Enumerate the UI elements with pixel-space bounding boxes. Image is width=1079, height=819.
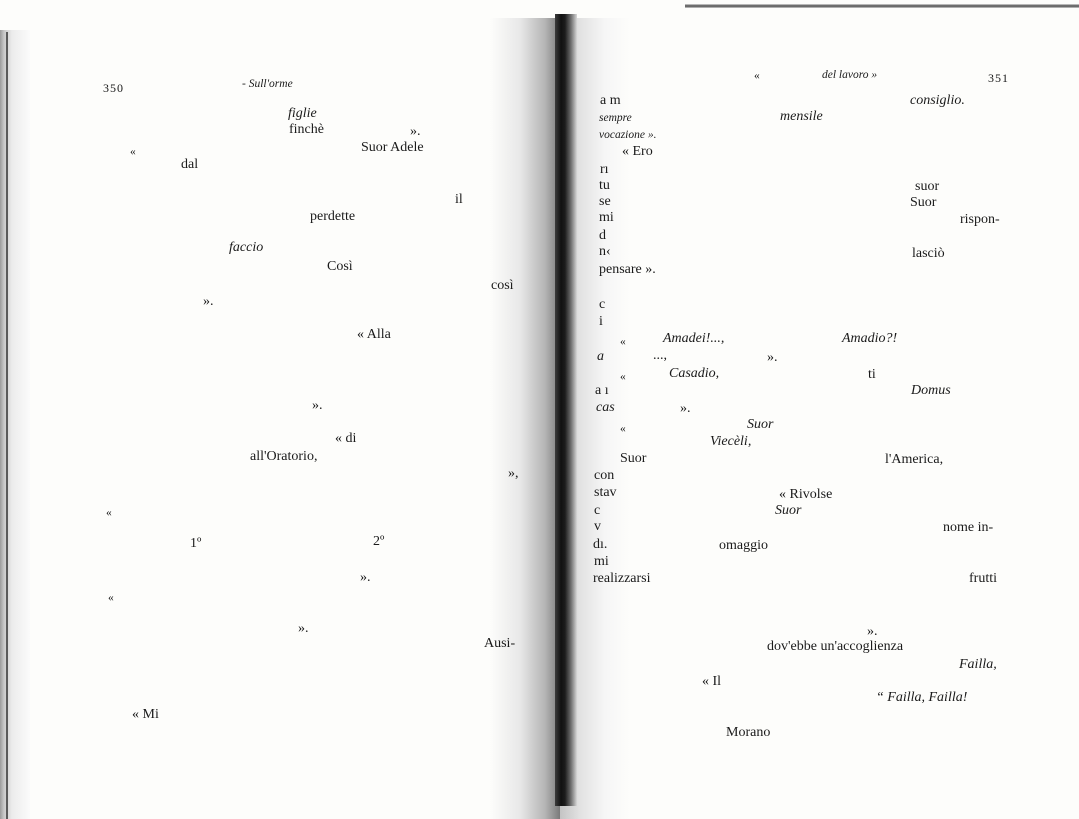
page-top-edge [685, 4, 1079, 8]
page-number: 350 [103, 81, 124, 95]
text-fragment: a m [600, 93, 621, 108]
text-fragment: frutti [969, 571, 997, 586]
text-fragment: Amadio?! [842, 331, 898, 346]
text-fragment: v [594, 519, 601, 534]
page-number: 351 [988, 71, 1009, 85]
text-fragment: ». [203, 294, 214, 309]
text-fragment: pensare ». [599, 262, 656, 277]
text-fragment: Ausi- [484, 636, 516, 651]
text-fragment: Suor [747, 417, 774, 432]
text-fragment: con [594, 468, 615, 483]
text-fragment: se [599, 194, 611, 209]
text-fragment: ». [767, 350, 778, 365]
text-fragment: Casadio, [669, 366, 720, 381]
text-fragment: ». [410, 124, 421, 139]
text-fragment: sempre [599, 112, 632, 124]
text-fragment: a ı [595, 383, 609, 398]
running-head-open: « [754, 70, 760, 82]
text-fragment: dı. [593, 537, 608, 552]
text-fragment: « Ero [622, 144, 653, 159]
text-fragment: a [597, 349, 604, 364]
text-fragment: Suor Adele [361, 140, 424, 155]
text-fragment: stav [594, 485, 617, 500]
text-fragment: omaggio [719, 538, 768, 553]
text-fragment: 1º [190, 536, 202, 551]
text-fragment: ti [868, 367, 876, 382]
text-fragment: « Rivolse [779, 487, 833, 502]
page-edge-line [6, 32, 8, 819]
text-fragment: « [620, 371, 626, 383]
text-fragment: rispon- [960, 212, 1000, 227]
text-fragment: Morano [726, 725, 771, 740]
text-fragment: figlie [288, 106, 317, 121]
text-fragment: « Alla [357, 327, 391, 342]
text-fragment: Amadei!..., [663, 331, 725, 346]
text-fragment: cas [596, 400, 615, 415]
text-fragment: nome in- [943, 520, 994, 535]
text-fragment: Viecèli, [710, 434, 752, 449]
text-fragment: i [599, 314, 603, 329]
right-page [560, 0, 1079, 819]
text-fragment: « [620, 423, 626, 435]
text-fragment: c [599, 297, 606, 312]
text-fragment: dov'ebbe un'accoglienza [767, 639, 904, 654]
text-fragment: ». [360, 570, 371, 585]
text-fragment: Failla, [959, 657, 997, 672]
text-fragment: tu [599, 178, 610, 193]
text-fragment: Così [327, 259, 353, 274]
text-fragment: suor [915, 179, 940, 194]
text-fragment: « [108, 592, 114, 604]
text-fragment: ..., [653, 348, 667, 363]
text-fragment: d [599, 228, 606, 243]
text-fragment: finchè [289, 122, 324, 137]
text-fragment: Suor [910, 195, 937, 210]
text-fragment: Suor [775, 503, 802, 518]
text-fragment: Suor [620, 451, 647, 466]
text-fragment: mensile [780, 109, 823, 124]
text-fragment: « [106, 507, 112, 519]
text-fragment: dal [181, 157, 199, 172]
text-fragment: », [508, 466, 519, 481]
text-fragment: « Il [702, 674, 722, 689]
page-edge-shadow [0, 30, 30, 819]
text-fragment: n‹ [599, 244, 611, 259]
text-fragment: mi [594, 554, 609, 569]
text-fragment: l'America, [885, 452, 944, 467]
text-fragment: così [491, 278, 514, 293]
text-fragment: « [620, 336, 626, 348]
running-head: del lavoro » [822, 69, 878, 81]
text-fragment: c [594, 503, 601, 518]
text-fragment: realizzarsi [593, 571, 651, 586]
book-spine [555, 14, 577, 806]
text-fragment: faccio [229, 240, 264, 255]
text-fragment: ». [312, 398, 323, 413]
text-fragment: all'Oratorio, [250, 449, 318, 464]
text-fragment: mi [599, 210, 614, 225]
text-fragment: vocazione ». [599, 129, 657, 141]
running-head: - Sull'orme [242, 78, 293, 90]
text-fragment: rı [600, 162, 609, 177]
text-fragment: perdette [310, 209, 356, 224]
text-fragment: ». [298, 621, 309, 636]
text-fragment: « di [335, 431, 357, 446]
text-fragment: ». [680, 401, 691, 416]
text-fragment: « [130, 146, 136, 158]
text-fragment: lasciò [912, 246, 945, 261]
text-fragment: 2º [373, 534, 385, 549]
text-fragment: Domus [911, 383, 951, 398]
text-fragment: consiglio. [910, 93, 965, 108]
text-fragment: « Mi [132, 707, 159, 722]
text-fragment: il [455, 192, 463, 207]
text-fragment: ». [867, 624, 878, 639]
gutter-shadow-left [490, 18, 560, 819]
text-fragment: “ Failla, Failla! [876, 690, 968, 705]
